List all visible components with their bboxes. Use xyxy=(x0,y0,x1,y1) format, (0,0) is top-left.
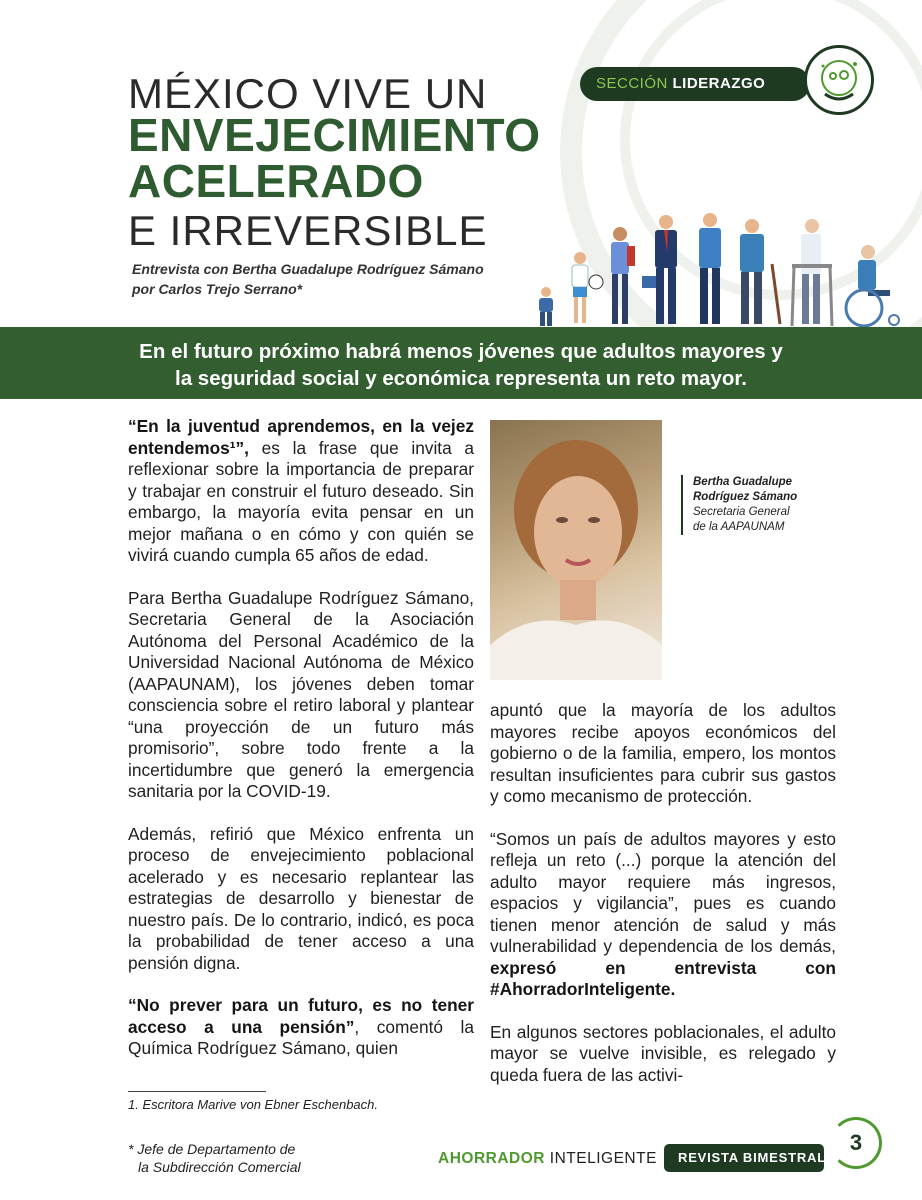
issue-badge: REVISTA BIMESTRAL xyxy=(664,1144,824,1172)
page-number: 3 xyxy=(830,1117,882,1169)
byline-interviewee: Entrevista con Bertha Guadalupe Rodríguez Sámano xyxy=(132,261,484,277)
title-line-2: ENVEJECIMIENTO xyxy=(128,109,541,161)
title-line-4: E IRREVERSIBLE xyxy=(128,207,488,254)
paragraph-6: “Somos un país de adultos mayores y esto refleja un reto (...) porque la atención del adulto mayor requiere más ingresos, espacios y vigilancia”, pues es cuando tienen menor atención de salud y más vulnerabilidad y dependencia de los demás, expresó en entrevista con #AhorradorInteligente. xyxy=(490,828,836,999)
paragraph-3: Además, refirió que México enfrenta un proceso de envejecimiento poblacional acelerado y es necesario replantear las estrategias de desarrollo y bienestar de nuestro país. De lo contrario, indicó, es poca la probabilidad de tener acceso a una pensión digna. xyxy=(128,823,474,973)
title-line-3: ACELERADO xyxy=(128,155,424,207)
paragraph-1: “En la juventud aprendemos, en la vejez entendemos¹”, es la frase que invita a reflexionar sobre la importancia de preparar y trabajar en construir el futuro deseado. Sin embargo, la mayoría evita pensar en un mejor mañana o en cómo y con quién se vivirá cuando cumpla 65 años de edad. xyxy=(128,416,474,565)
section-tag: SECCIÓN LIDERAZGO xyxy=(580,67,810,101)
portrait-photo xyxy=(490,420,662,680)
footnote-rule xyxy=(128,1091,266,1092)
paragraph-5: apuntó que la mayoría de los adultos mayores recibe apoyos económicos del gobierno o de la familia, empero, los montos resultan insuficientes para cubrir sus gastos y como mecanismo de protección. xyxy=(490,700,836,806)
banner-text: En el futuro próximo habrá menos jóvenes que adultos mayores y la seguridad social y económica representa un reto mayor. xyxy=(139,340,783,390)
magazine-brand: AHORRADOR INTELIGENTE xyxy=(438,1150,657,1167)
byline-author: por Carlos Trejo Serrano* xyxy=(132,281,303,297)
author-note: * Jefe de Departamento de la Subdirección Comercial xyxy=(128,1141,301,1175)
paragraph-4: “No prever para un futuro, es no tener acceso a una pensión”, comentó la Química Rodríguez Sámano, quien xyxy=(128,995,474,1058)
left-column xyxy=(128,416,474,1060)
right-column xyxy=(490,700,836,1086)
paragraph-7: En algunos sectores poblacionales, el adulto mayor se vuelve invisible, es relegado y queda fuera de las activi- xyxy=(490,1021,836,1085)
title-line-1: MÉXICO VIVE UN xyxy=(128,70,488,117)
people-age-progression-illustration xyxy=(528,208,912,330)
leadership-logo-icon xyxy=(804,45,874,115)
paragraph-2: Para Bertha Guadalupe Rodríguez Sámano, Secretaria General de la Asociación Autónoma del Personal Académico de la Universidad Nacional Autónoma de México (AAPAUNAM), los jóvenes deben tomar consciencia sobre el retiro laboral y plantear “una proyección de un futuro más promisorio”, sobre todo frente a la incertidumbre que generó la emergencia sanitaria por la COVID-19. xyxy=(128,587,474,801)
footnote: 1. Escritora Marive von Ebner Eschenbach. xyxy=(128,1097,379,1112)
photo-caption: Bertha Guadalupe Rodríguez Sámano Secretaria General de la AAPAUNAM xyxy=(681,475,797,535)
